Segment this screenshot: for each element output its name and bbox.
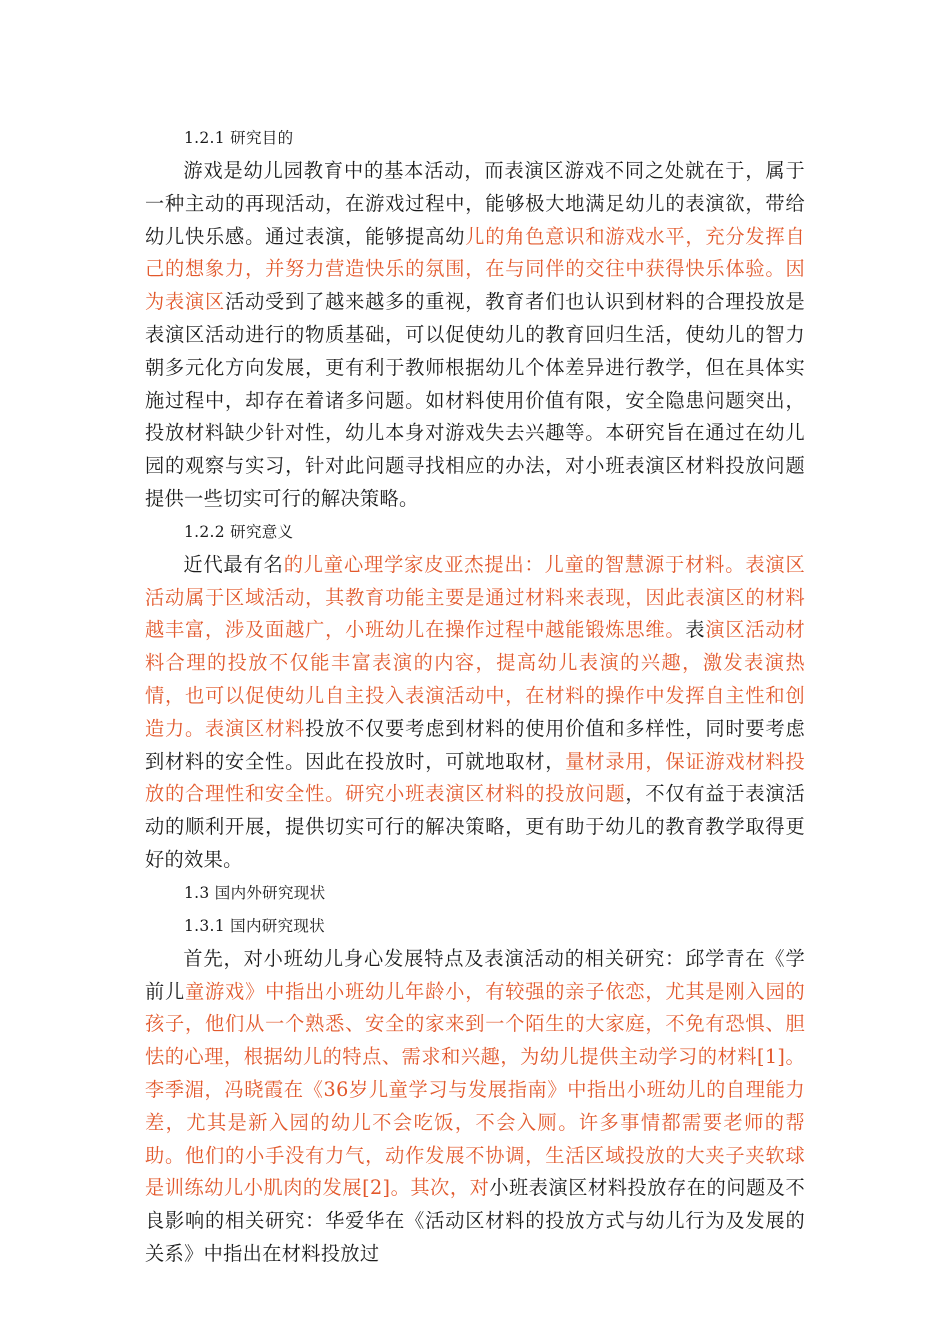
section-heading-1-3-1: 1.3.1 国内研究现状: [184, 916, 325, 935]
text-run: 游戏是幼儿园教育中的基本活动，而表演区游戏不同之处就在于，属于一种主动的再现活动，在游戏过程中，能够极大地满足幼儿的表演欲，带给幼儿快乐感。通过表演，能够提高幼: [145, 159, 805, 248]
text-run: ，不仅有益于表演活动的顺利开展，提供切实可行的解决策略，更有助于幼儿的教育教学取得更好的效果。: [145, 782, 805, 871]
text-run: 近代最有名: [183, 552, 284, 576]
highlighted-text-run: 童游戏》中指出小班幼儿年龄小，有较强的亲子依恋，尤其是刚入园的孩子，他们从一个熟悉、安全的家来到一个陌生的大家庭，不免有恐惧、胆怯的心理，根据幼儿的特点、需求和兴趣，为幼儿提供主动学习的材料[1]。李季湄，冯晓霞在《36岁儿童学习与发展指南》中指出小班幼儿的自理能力差，尤其是新入园的幼儿不会吃饭，不会入厕。许多事情都需要老师的帮助。他们的小手没有力气，动作发展不协调，生活区域投放的大夹子夹软球是训练幼儿小肌肉的发展[2]。其次，对: [145, 979, 805, 1200]
paragraph-research-significance: [145, 549, 805, 877]
section-heading-1-2-2: 1.2.2 研究意义: [184, 522, 294, 541]
text-run: 小班表演区材料投放存在的问题及不良影响的相关研究：华爱华在《活动区材料的投放方式与幼儿行为及发展的关系》中指出在材料投放过: [145, 1176, 805, 1265]
section-heading-1-3: 1.3 国内外研究现状: [184, 883, 326, 902]
document-body: [145, 122, 805, 1271]
text-run: 投放不仅要考虑到材料的使用价值和多样性，同时要考虑到材料的安全性。因此在投放时，可就地取材，: [145, 716, 805, 773]
paragraph-domestic-research: [145, 943, 805, 1271]
text-run: 表: [685, 618, 706, 642]
text-run: 活动受到了越来越多的重视，教育者们也认识到材料的合理投放是表演区活动进行的物质基础，可以促使幼儿的教育回归生活，使幼儿的智力朝多元化方向发展，更有利于教师根据幼儿个体差异进行教学，但在具体实施过程中，却存在着诸多问题。如材料使用价值有限，安全隐患问题突出，投放材料缺少针对性，幼儿本身对游戏失去兴趣等。本研究旨在通过在幼儿园的观察与实习，针对此问题寻找相应的办法，对小班表演区材料投放问题提供一些切实可行的解决策略。: [145, 290, 805, 510]
section-heading-1-2-1: 1.2.1 研究目的: [184, 129, 294, 147]
highlighted-text-run: 的儿童心理学家皮亚杰提出：儿童的智慧源于材料。表演区活动属于区域活动，其教育功能主要是通过材料来表现，因此表演区的材料越丰富，涉及面越广，小班幼儿在操作过程中越能锻炼思维。: [145, 552, 805, 642]
paragraph-research-purpose: [145, 155, 805, 516]
highlighted-text-run: 演区活动材料合理的投放不仅能丰富表演的内容，提高幼儿表演的兴趣，激发表演热情，也可以促使幼儿自主投入表演活动中，在材料的操作中发挥自主性和创造力。表演区材料: [145, 618, 805, 740]
text-run: 首先，对小班幼儿身心发展特点及表演活动的相关研究：邱学青在《学前儿: [145, 946, 805, 1003]
highlighted-text-run: 量材录用，保证游戏材料投放的合理性和安全性。研究小班表演区材料的投放问题: [145, 749, 805, 806]
highlighted-text-run: 儿的角色意识和游戏水平，充分发挥自己的想象力，并努力营造快乐的氛围，在与同伴的交往中获得快乐体验。因为表演区: [145, 224, 805, 314]
